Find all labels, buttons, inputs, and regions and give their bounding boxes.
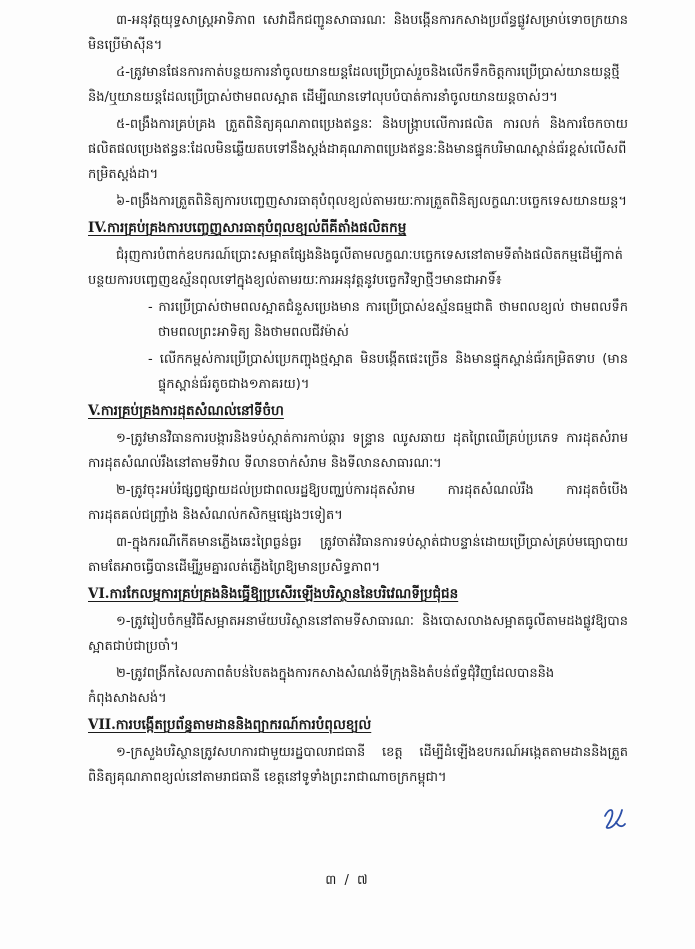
section-heading-iv: IV.ការគ្រប់គ្រងការបញ្ចេញសារធាតុបំពុលខ្យល់ពីគីតាំងផលិតកម្ម: [88, 220, 407, 236]
section-heading-v: V.ការគ្រប់គ្រងការដុតសំណល់នៅទីចំហ: [88, 403, 284, 419]
bullet-item-clean-energy: - ការប្រើប្រាស់ថាមពលស្អាតជំនួសប្រេងមាន ការប្រើប្រាស់ឧស្ម័នធម្មជាតិ ថាមពលខ្យល់ ថាមពលទឹក ថាមពលព្រះអាទិត្យ និងថាមពលជីវម៉ាស់: [148, 300, 628, 340]
handwritten-initial-icon: [600, 804, 628, 832]
paragraph-item-5: ៥-ពង្រឹងការគ្រប់គ្រង ត្រួតពិនិត្យគុណភាពប្រេងឥន្ធនៈ និងបង្ក្រាបលើការផលិត ការលក់ និងការចែកចាយផលិតផលប្រេងឥន្ធនៈដែលមិនឆ្លើយតបទៅនឹងស្តង់ដាគុណភាពប្រេងឥន្ធនៈនិងមានផ្ទុកបរិមាណស្ពាន់ធ័រខ្ពស់លើសពីកម្រិតស្តង់ដា។: [88, 117, 628, 182]
section-heading-vi: VI.ការកែលម្អការគ្រប់គ្រងនិងធ្វើឱ្យប្រសើរឡើងបរិស្ថាននៃបរិវេណទីប្រជុំជន: [88, 586, 459, 602]
paragraph-item-v3: ៣-ក្នុងករណីកើតមានភ្លើងឆេះព្រៃធ្ងន់ធ្ងរ ត្រូវចាត់វិធានការទប់ស្កាត់ជាបន្ទាន់ដោយប្រើប្រាស់គ្រប់មធ្យោបាយតាមតែអាចធ្វើបានដើម្បីរួមគ្នារលត់ភ្លើងព្រៃឱ្យមានប្រសិទ្ធភាព។: [88, 535, 628, 575]
paragraph-item-vi1: ១-ត្រូវរៀបចំកម្មវិធីសម្អាតអនាម័យបរិស្ថាននៅតាមទីសាធារណៈ និងបោសលាងសម្អាតធូលីតាមដងផ្លូវឱ្យបានស្អាតជាប់ជាប្រចាំ។: [88, 614, 628, 654]
paragraph-item-v1: ១-ត្រូវមានវិធានការបង្ការនិងទប់ស្កាត់ការកាប់ឆ្ការ ទន្ទ្រាន ឈូសឆាយ ដុតព្រៃឈើគ្រប់ប្រភេទ ការដុតសំរាម ការដុតសំណល់រឹងនៅតាមទីវាល ទីលានចាក់សំរាម និងទីលានសាធារណៈ។: [88, 431, 628, 471]
paragraph-item-6: ៦-ពង្រឹងការត្រួតពិនិត្យការបញ្ចេញសារធាតុបំពុលខ្យល់តាមរយៈការត្រួតពិនិត្យលក្ខណៈបច្ចេកទេសយានយន្ត។: [116, 194, 627, 209]
paragraph-intro-iv: ជំរុញការបំពាក់ឧបករណ៍ប្រោះសម្អាតផ្សែងនិងធូលីតាមលក្ខណៈបច្ចេកទេសនៅតាមទីតាំងផលិតកម្មដើម្បីកាត់បន្ថយការបញ្ចេញឧស្ម័នពុលទៅក្នុងខ្យល់តាមរយៈការអនុវត្តនូវបច្ចេកវិទ្យាថ្មីៗមានជាអាទិ៍៖: [88, 248, 623, 288]
bullet-item-low-sulfur: - លើកកម្ពស់ការប្រើប្រាស់ប្រេកញ្ចុងថ្មស្អាត មិនបង្កើតផេះច្រើន និងមានផ្ទុកស្ពាន់ធ័រកម្រិតទាប (មានផ្ទុកស្ពាន់ធ័រតូចជាង១ភាគរយ)។: [148, 352, 628, 392]
section-heading-vii: VII.ការបង្កើតប្រព័ន្ធតាមដាននិងព្យាករណ៍ការបំពុលខ្យល់: [88, 717, 372, 733]
paragraph-item-vii1: ១-ក្រសួងបរិស្ថានត្រូវសហការជាមួយរដ្ឋបាលរាជធានី ខេត្ត ដើម្បីដំឡើងឧបករណ៍អង្កេតតាមដាននិងត្រួតពិនិត្យគុណភាពខ្យល់នៅតាមរាជធានី ខេត្តនៅទូទាំងព្រះរាជាណាចក្រកម្ពុជា។: [88, 745, 628, 785]
document-body: [88, 8, 628, 792]
paragraph-item-3: ៣-អនុវត្តយុទ្ធសាស្ត្រអាទិភាព សេវាដឹកជញ្ជូនសាធារណៈ និងបង្កើនការកសាងប្រព័ន្ធផ្លូវសម្រាប់ទោចក្រយានមិនប្រើម៉ាស៊ីន។: [88, 13, 628, 53]
paragraph-item-4: ៤-ត្រូវមានផែនការកាត់បន្ថយការនាំចូលយានយន្តដែលប្រើប្រាស់រួចនិងលើកទឹកចិត្តការប្រើប្រាស់យានយន្តថ្មីនិង/ឬយានយន្តដែលប្រើប្រាស់ថាមពលស្អាត ដើម្បីឈានទៅលុបបំបាត់ការនាំចូលយានយន្តចាស់ៗ។: [88, 65, 620, 105]
paragraph-item-v2: ២-ត្រូវចុះអប់រំផ្សព្វផ្សាយដល់ប្រជាពលរដ្ឋឱ្យបញ្ឈប់ការដុតសំរាម ការដុតសំណល់រឹង ការដុតចំបើង ការដុតគល់ជញ្ជ្រាំង និងសំណល់កសិកម្មផ្សេងៗទៀត។: [88, 483, 628, 523]
paragraph-item-vi2: ២-ត្រូវពង្រីកសៃលភាពតំបន់បៃតងក្នុងការកសាងសំណង់ទីក្រុងនិងតំបន់ព័ទ្ធជុំវិញដែលបាននិងកំពុងសាងសង់។: [88, 666, 555, 706]
page-number: ៣ / ៧: [325, 873, 370, 888]
